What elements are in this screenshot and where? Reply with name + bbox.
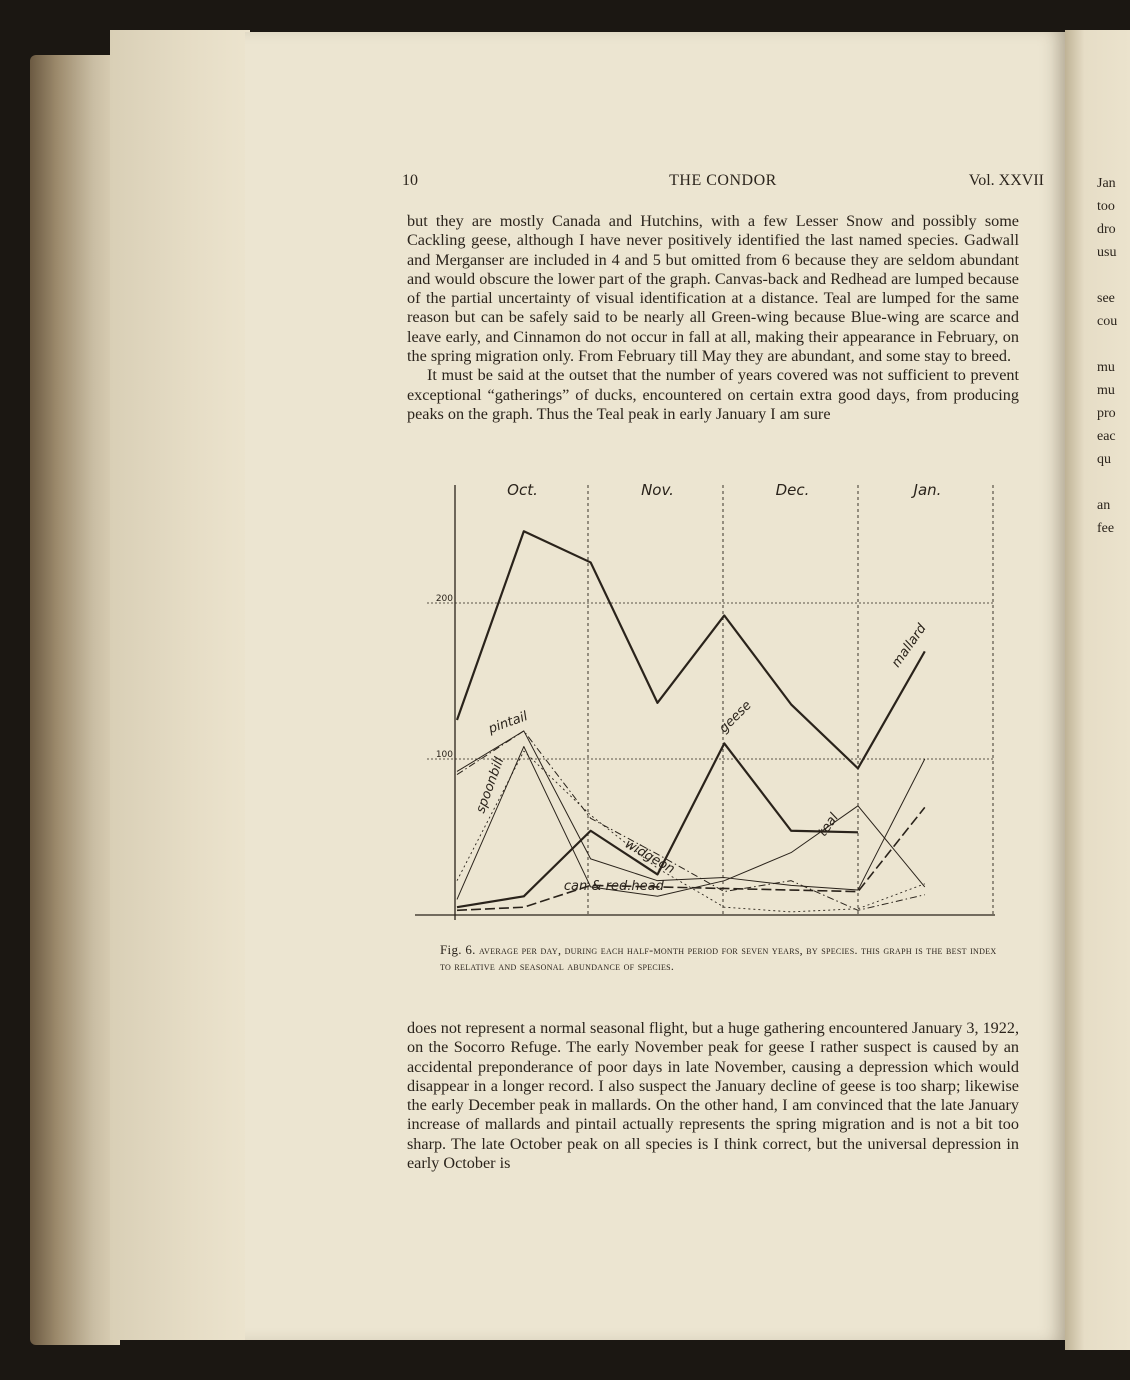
series-label: pintail <box>486 709 530 737</box>
facing-page-fragment <box>1097 333 1130 356</box>
paragraph-2: It must be said at the outset that the number of years covered was not sufficient to prevent exceptional “gatherings” of ducks, encountered on certain extra good days, from producing peaks on the graph. Thus the Teal peak in early January I am sure <box>407 366 1019 423</box>
chart-svg <box>400 470 1020 940</box>
y-tick-label: 100 <box>435 750 453 760</box>
journal-title: THE CONDOR <box>669 172 777 189</box>
series-label: geese <box>716 698 755 737</box>
paragraph-1: but they are mostly Canada and Hutchins, with a few Lesser Snow and possibly some Cackling geese, although I have never positively identified the last named species. Gadwall and Merganser are included in 4 and 5 but omitted from 6 because they are seldom abundant and would obscure the lower part of the graph. Canvas-back and Redhead are lumped because of the partial uncertainty of visual identification at a distance. Teal are lumped for the same reason but can be safely said to be nearly all Green-wing because Blue-wing are scarce and leave early, and Cinnamon do not occur in fall at all, making their appearance in February, on the spring migration only. From February till May they are abundant, and some stay to breed. <box>407 212 1019 366</box>
running-head <box>402 172 1044 194</box>
series-line-teal <box>457 747 925 900</box>
facing-page-fragment: qu <box>1097 452 1111 467</box>
caption-text: average per day, during each half-month period for seven years, by species. this graph is the best index to relative and seasonal abundance of species. <box>440 943 997 973</box>
facing-page-fragment: usu <box>1097 245 1117 260</box>
facing-page-fragment <box>1097 264 1130 287</box>
series-label: teal <box>815 810 842 840</box>
facing-page-fragment: fee <box>1097 521 1115 536</box>
facing-page-fragment: eac <box>1097 429 1116 444</box>
page-number: 10 <box>402 172 418 189</box>
series-line-mallard <box>457 531 925 768</box>
facing-page-fragment: see <box>1097 291 1115 306</box>
facing-page-fragment: pro <box>1097 406 1116 421</box>
facing-page-fragment: an <box>1097 498 1111 513</box>
caption-label: Fig. 6. <box>440 942 476 957</box>
facing-page-fragment: Jan <box>1097 176 1116 191</box>
facing-page-fragment <box>1097 471 1130 494</box>
month-label: Oct. <box>507 481 538 499</box>
volume-label: Vol. XXVII <box>968 172 1044 189</box>
month-label: Dec. <box>775 481 810 499</box>
facing-page-fragment: too <box>1097 199 1115 214</box>
series-line-widgeon <box>457 731 925 910</box>
figure-caption <box>440 942 1000 974</box>
left-page-margin <box>110 30 250 1340</box>
facing-page-fragment: mu <box>1097 360 1115 375</box>
series-label: can & red.head <box>563 879 664 895</box>
figure-6-chart <box>400 470 1020 940</box>
month-label: Nov. <box>641 481 674 499</box>
series-label: spoonbill <box>473 755 508 816</box>
paragraph-3: does not represent a normal seasonal flight, but a huge gathering encountered January 3, 1922, on the Socorro Refuge. The early November peak for geese I rather suspect is caused by an accidental preponderance of poor days in late November, causing a depression which would disappear in a longer record. I also suspect the January decline of geese is too sharp; likewise the early December peak in mallards. On the other hand, I am convinced that the late January increase of mallards and pintail actually represents the spring migration and is not a bit too sharp. The late October peak on all species is I think correct, but the universal depression in early October is <box>407 1019 1019 1173</box>
facing-page-fragment: cou <box>1097 314 1118 329</box>
series-label: mallard <box>889 621 930 671</box>
book-edge <box>30 55 120 1345</box>
facing-page-fragment: dro <box>1097 222 1116 237</box>
facing-page-text <box>1097 172 1130 540</box>
text-block-top <box>407 212 1019 424</box>
text-block-bottom <box>407 1019 1019 1173</box>
facing-page-fragment: mu <box>1097 383 1115 398</box>
month-label: Jan. <box>913 481 942 499</box>
y-tick-label: 200 <box>435 594 453 604</box>
series-line-can-redhead <box>457 807 925 910</box>
series-label: widgeon <box>622 836 678 878</box>
